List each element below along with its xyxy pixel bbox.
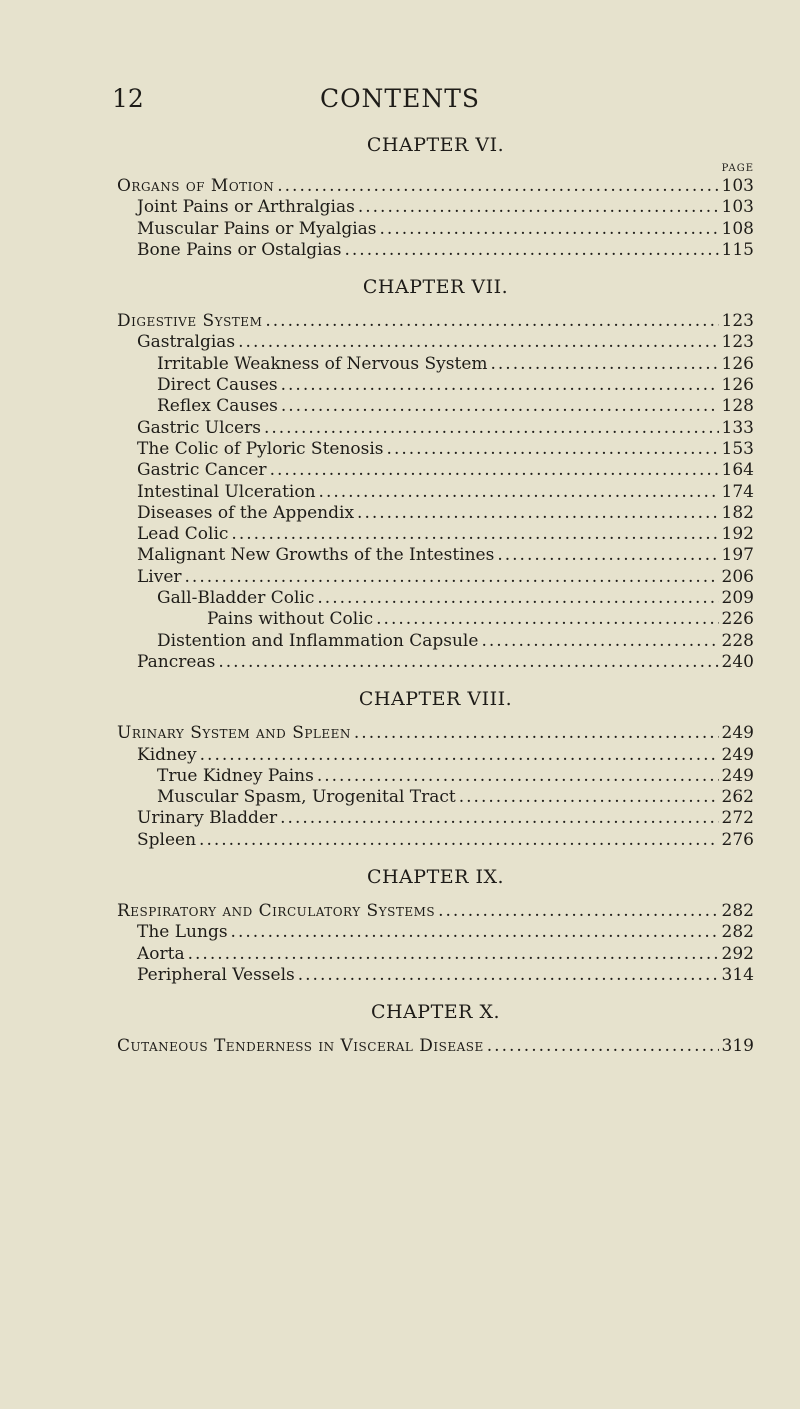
toc-entry — [117, 723, 754, 744]
entry-title: Spleen — [137, 829, 197, 850]
toc-entry — [117, 219, 754, 240]
chapter-heading: CHAPTER VIII. — [358, 688, 513, 711]
toc-entry — [117, 787, 754, 808]
toc-entry — [117, 965, 754, 986]
entry-page-number: 319 — [721, 1036, 754, 1057]
entry-title: The Lungs — [137, 922, 228, 943]
entry-title: Lead Colic — [137, 524, 229, 545]
entry-title: Pancreas — [137, 651, 216, 672]
entry-page-number: 128 — [721, 396, 754, 417]
toc-entry — [117, 745, 754, 766]
toc-entry — [117, 766, 754, 787]
entry-title: Cutaneous Tenderness in Visceral Disease — [117, 1036, 484, 1057]
entry-page-number: 164 — [721, 460, 754, 481]
toc-entry — [117, 609, 754, 630]
chapter-entries — [117, 723, 754, 851]
dot-leader — [231, 524, 718, 545]
dot-leader — [264, 418, 719, 439]
toc-entry — [117, 418, 754, 439]
entry-title: Intestinal Ulceration — [137, 481, 316, 502]
entry-page-number: 228 — [721, 630, 754, 651]
entry-page-number: 123 — [721, 332, 754, 353]
entry-title: Liver — [137, 566, 182, 587]
entry-page-number: 153 — [721, 438, 754, 459]
toc-entry — [117, 588, 754, 609]
page-column-label: PAGE — [721, 163, 754, 174]
entry-page-number: 282 — [721, 922, 754, 943]
entry-title: Peripheral Vessels — [137, 964, 295, 985]
toc-entry — [117, 240, 754, 261]
dot-leader — [231, 922, 719, 943]
entry-page-number: 192 — [721, 524, 754, 545]
entry-page-number: 226 — [721, 609, 754, 630]
entry-page-number: 249 — [721, 723, 754, 744]
entry-page-number: 103 — [721, 197, 754, 218]
chapter-entries — [117, 311, 754, 673]
entry-title: Muscular Spasm, Urogenital Tract — [157, 787, 456, 808]
dot-leader — [354, 723, 719, 744]
entry-title: Gastric Cancer — [137, 460, 267, 481]
dot-leader — [200, 745, 719, 766]
entry-page-number: 103 — [721, 176, 754, 196]
toc-entry — [117, 332, 754, 353]
dot-leader — [459, 787, 719, 808]
entry-title: Bone Pains or Ostalgias — [137, 239, 342, 260]
entry-page-number: 123 — [721, 311, 754, 332]
dot-leader — [376, 609, 718, 630]
entry-title: Gall-Bladder Colic — [157, 588, 315, 609]
dot-leader — [280, 808, 718, 829]
entry-page-number: 249 — [721, 765, 754, 786]
entry-page-number: 126 — [721, 375, 754, 396]
dot-leader — [270, 460, 719, 481]
entry-page-number: 314 — [721, 964, 754, 985]
entry-title: Diseases of the Appendix — [137, 502, 355, 523]
dot-leader — [358, 197, 719, 218]
dot-leader — [497, 545, 718, 566]
chapter-entries — [117, 901, 754, 986]
toc-entry — [117, 524, 754, 545]
entry-title: Irritable Weakness of Nervous System — [157, 353, 488, 374]
dot-leader — [185, 567, 719, 588]
toc-entry — [117, 944, 754, 965]
dot-leader — [277, 176, 718, 197]
entry-title: True Kidney Pains — [157, 765, 314, 786]
entry-title: Kidney — [137, 744, 197, 765]
toc-entry — [117, 375, 754, 396]
toc-entry — [117, 439, 754, 460]
entry-title: Urinary Bladder — [137, 808, 278, 829]
toc-entry — [117, 652, 754, 673]
toc-entry — [117, 197, 754, 218]
entry-page-number: 174 — [721, 481, 754, 502]
dot-leader — [380, 219, 719, 240]
entry-page-number: 240 — [721, 651, 754, 672]
toc-entry — [117, 808, 754, 829]
entry-page-number: 272 — [721, 808, 754, 829]
toc-entry — [117, 631, 754, 652]
dot-leader — [438, 901, 718, 922]
dot-leader — [344, 240, 718, 261]
dot-leader — [238, 332, 718, 353]
dot-leader — [317, 766, 719, 787]
chapter-heading: CHAPTER VI. — [366, 134, 505, 156]
dot-leader — [387, 439, 719, 460]
dot-leader — [491, 354, 719, 375]
page-title: CONTENTS — [319, 84, 481, 113]
entry-title: Joint Pains or Arthralgias — [137, 197, 355, 218]
dot-leader — [319, 482, 719, 503]
entry-title: Muscular Pains or Myalgias — [137, 218, 377, 239]
toc-entry — [117, 922, 754, 943]
entry-page-number: 115 — [721, 239, 754, 260]
entry-title: Aorta — [137, 943, 185, 964]
entry-page-number: 262 — [721, 787, 754, 808]
toc-entry — [117, 830, 754, 851]
entry-title: The Colic of Pyloric Stenosis — [137, 438, 384, 459]
entry-title: Reflex Causes — [157, 396, 278, 417]
dot-leader — [317, 588, 718, 609]
toc-entry — [117, 1036, 754, 1057]
entry-title: Gastralgias — [137, 332, 236, 353]
entry-page-number: 108 — [721, 218, 754, 239]
entry-title: Respiratory and Circulatory Systems — [117, 901, 436, 922]
dot-leader — [188, 944, 719, 965]
dot-leader — [281, 375, 719, 396]
toc-entry — [117, 176, 754, 197]
entry-page-number: 282 — [721, 901, 754, 922]
entry-page-number: 276 — [721, 829, 754, 850]
chapter-heading: CHAPTER VII. — [362, 276, 509, 299]
page-number: 12 — [112, 84, 144, 113]
entry-title: Digestive System — [117, 311, 263, 332]
chapter-heading: CHAPTER IX. — [366, 866, 505, 889]
dot-leader — [218, 652, 718, 673]
toc-entry — [117, 901, 754, 922]
toc-entry — [117, 396, 754, 417]
entry-title: Direct Causes — [157, 375, 278, 396]
toc-entry — [117, 482, 754, 503]
toc-entry — [117, 567, 754, 588]
table-of-contents — [117, 133, 754, 1072]
entry-page-number: 209 — [721, 588, 754, 609]
entry-page-number: 182 — [721, 502, 754, 523]
dot-leader — [487, 1036, 719, 1057]
dot-leader — [298, 965, 719, 986]
toc-entry — [117, 460, 754, 481]
toc-entry — [117, 311, 754, 332]
entry-page-number: 292 — [721, 943, 754, 964]
entry-title: Pains without Colic — [207, 609, 374, 630]
entry-page-number: 133 — [721, 417, 754, 438]
toc-entry — [117, 354, 754, 375]
entry-title: Distention and Inflammation Capsule — [157, 630, 479, 651]
chapter-heading: CHAPTER X. — [370, 1001, 501, 1024]
dot-leader — [357, 503, 719, 524]
entry-title: Gastric Ulcers — [137, 417, 261, 438]
chapter-entries — [117, 176, 754, 261]
entry-page-number: 249 — [721, 744, 754, 765]
entry-page-number: 197 — [721, 545, 754, 566]
entry-title: Urinary System and Spleen — [117, 723, 351, 744]
entry-title: Malignant New Growths of the Intestines — [137, 545, 495, 566]
dot-leader — [265, 311, 718, 332]
entry-page-number: 126 — [721, 353, 754, 374]
entry-page-number: 206 — [721, 566, 754, 587]
toc-entry — [117, 545, 754, 566]
chapter-entries — [117, 1036, 754, 1057]
dot-leader — [481, 631, 718, 652]
dot-leader — [199, 830, 719, 851]
entry-title: Organs of Motion — [117, 176, 275, 196]
toc-entry — [117, 503, 754, 524]
dot-leader — [281, 396, 719, 417]
